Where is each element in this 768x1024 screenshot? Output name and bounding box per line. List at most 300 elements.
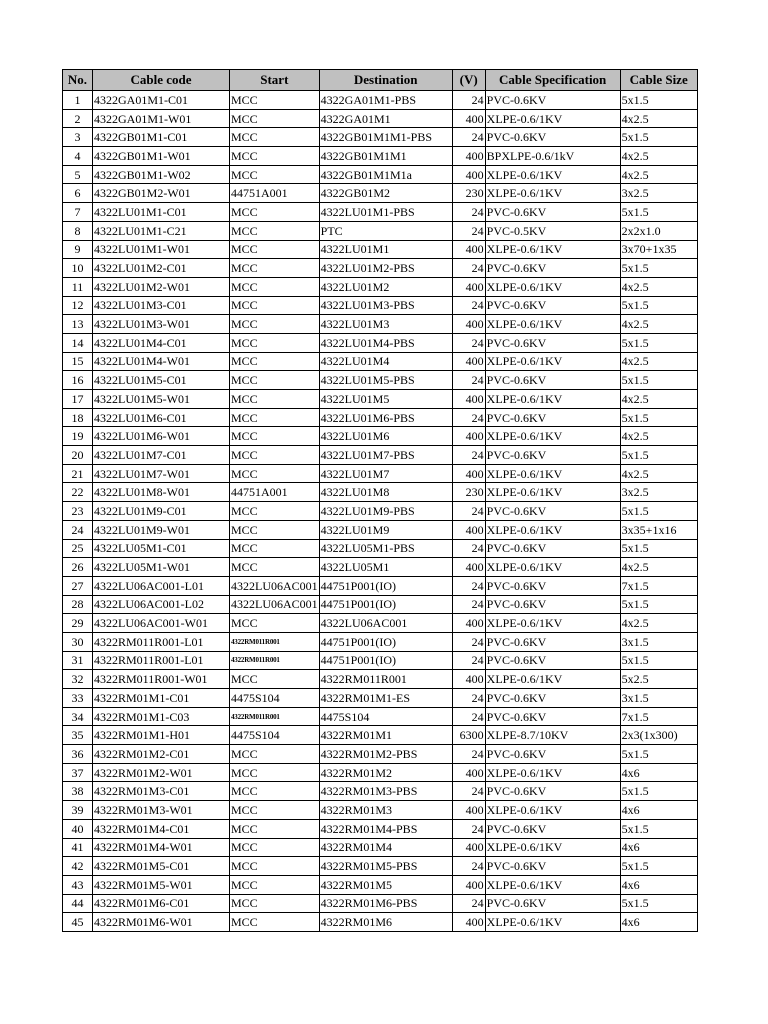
header-destination: Destination [319,70,452,91]
cell-no: 2 [63,109,93,128]
cell-voltage: 400 [452,913,485,932]
cell-cable-code: 4322LU01M4-W01 [93,352,230,371]
table-row [63,333,698,352]
cell-voltage: 400 [452,838,485,857]
cell-cable-code: 4322RM01M6-C01 [93,894,230,913]
cell-no: 10 [63,259,93,278]
cell-start: 4322RM011R001 [230,632,320,651]
cell-cable-size: 3x70+1x35 [620,240,697,259]
cell-cable-specification: PVC-0.6KV [485,91,620,110]
cell-cable-code: 4322RM01M1-C01 [93,689,230,708]
cell-no: 32 [63,670,93,689]
cell-cable-code: 4322RM01M3-C01 [93,782,230,801]
cell-start: MCC [230,109,320,128]
cell-voltage: 400 [452,558,485,577]
cell-no: 29 [63,614,93,633]
cell-cable-specification: XLPE-0.6/1KV [485,913,620,932]
cell-cable-size: 4x6 [620,838,697,857]
cell-voltage: 24 [452,296,485,315]
cell-cable-size: 7x1.5 [620,576,697,595]
cell-cable-specification: XLPE-0.6/1KV [485,670,620,689]
cell-destination: 44751P001(IO) [319,651,452,670]
cell-cable-specification: PVC-0.6KV [485,689,620,708]
table-row [63,165,698,184]
cell-start: MCC [230,352,320,371]
cell-destination: 4322LU01M1-PBS [319,203,452,222]
cell-start: MCC [230,427,320,446]
cell-cable-size: 7x1.5 [620,707,697,726]
cell-start: MCC [230,913,320,932]
cell-start: MCC [230,221,320,240]
cell-destination: 4322RM01M6 [319,913,452,932]
cell-start: MCC [230,128,320,147]
cell-cable-code: 4322RM011R001-W01 [93,670,230,689]
cell-destination: 44751P001(IO) [319,576,452,595]
cell-start: 4322LU06AC001 [230,595,320,614]
cell-no: 7 [63,203,93,222]
cell-start: MCC [230,670,320,689]
table-row [63,763,698,782]
cell-destination: 4322LU01M9-PBS [319,502,452,521]
cell-cable-size: 5x1.5 [620,371,697,390]
cell-start: MCC [230,745,320,764]
cell-destination: 4322RM01M5 [319,875,452,894]
cell-voltage: 24 [452,371,485,390]
cell-voltage: 24 [452,595,485,614]
cell-cable-specification: XLPE-0.6/1KV [485,352,620,371]
header-voltage: (V) [452,70,485,91]
cell-no: 37 [63,763,93,782]
table-row [63,240,698,259]
cell-start: MCC [230,782,320,801]
cell-destination: 4322LU05M1-PBS [319,539,452,558]
cell-start: MCC [230,203,320,222]
cell-cable-specification: PVC-0.6KV [485,203,620,222]
cell-start: MCC [230,819,320,838]
cell-no: 45 [63,913,93,932]
cell-voltage: 400 [452,614,485,633]
cell-start: MCC [230,558,320,577]
cell-destination: 4322GA01M1 [319,109,452,128]
cell-cable-specification: PVC-0.6KV [485,894,620,913]
cell-destination: 4322RM01M3-PBS [319,782,452,801]
cell-voltage: 24 [452,539,485,558]
cell-no: 5 [63,165,93,184]
cell-no: 39 [63,801,93,820]
table-row [63,464,698,483]
table-row [63,875,698,894]
cell-cable-size: 2x2x1.0 [620,221,697,240]
cell-cable-specification: PVC-0.6KV [485,651,620,670]
cell-voltage: 400 [452,109,485,128]
cell-start: 4322RM011R001 [230,651,320,670]
cell-no: 23 [63,502,93,521]
table-row [63,446,698,465]
cell-cable-code: 4322RM01M2-C01 [93,745,230,764]
cell-start: MCC [230,371,320,390]
cell-cable-specification: PVC-0.6KV [485,333,620,352]
cell-cable-specification: XLPE-8.7/10KV [485,726,620,745]
header-start: Start [230,70,320,91]
cell-start: MCC [230,520,320,539]
cell-voltage: 24 [452,128,485,147]
cell-cable-code: 4322LU01M1-C21 [93,221,230,240]
cell-voltage: 24 [452,857,485,876]
cell-voltage: 230 [452,483,485,502]
cell-cable-specification: BPXLPE-0.6/1kV [485,147,620,166]
cell-cable-specification: XLPE-0.6/1KV [485,390,620,409]
header-no: No. [63,70,93,91]
cell-voltage: 24 [452,745,485,764]
cell-cable-code: 4322LU01M5-W01 [93,390,230,409]
cell-cable-specification: PVC-0.6KV [485,371,620,390]
cell-cable-code: 4322GB01M1-W02 [93,165,230,184]
cell-cable-code: 4322RM011R001-L01 [93,632,230,651]
table-body [63,91,698,932]
cell-cable-specification: XLPE-0.6/1KV [485,240,620,259]
cell-start: MCC [230,390,320,409]
cell-voltage: 24 [452,502,485,521]
cell-no: 35 [63,726,93,745]
table-row [63,184,698,203]
table-row [63,390,698,409]
cell-start: MCC [230,277,320,296]
cell-no: 12 [63,296,93,315]
cell-cable-code: 4322LU01M6-C01 [93,408,230,427]
cell-cable-code: 4322LU01M7-W01 [93,464,230,483]
table-row [63,819,698,838]
cell-cable-specification: PVC-0.6KV [485,595,620,614]
cell-destination: 4322RM01M6-PBS [319,894,452,913]
cell-cable-specification: XLPE-0.6/1KV [485,614,620,633]
table-row [63,801,698,820]
cell-cable-code: 4322LU01M3-C01 [93,296,230,315]
cell-no: 33 [63,689,93,708]
cell-cable-specification: XLPE-0.6/1KV [485,464,620,483]
cell-destination: 4322LU01M1 [319,240,452,259]
cell-no: 30 [63,632,93,651]
cell-cable-size: 4x2.5 [620,352,697,371]
cell-start: 4322RM011R001 [230,707,320,726]
cell-destination: 4322LU05M1 [319,558,452,577]
table-row [63,707,698,726]
cell-destination: 4322LU01M6 [319,427,452,446]
cell-destination: 4322GB01M2 [319,184,452,203]
cell-no: 28 [63,595,93,614]
cell-start: MCC [230,875,320,894]
cell-destination: 4322LU01M3 [319,315,452,334]
table-row [63,576,698,595]
cell-no: 20 [63,446,93,465]
cell-destination: 4322RM01M4 [319,838,452,857]
table-row [63,614,698,633]
cell-cable-specification: PVC-0.6KV [485,259,620,278]
cell-cable-code: 4322RM01M2-W01 [93,763,230,782]
cell-voltage: 24 [452,91,485,110]
cable-schedule-table [62,69,698,932]
cell-voltage: 24 [452,689,485,708]
table-row [63,520,698,539]
table-row [63,726,698,745]
cell-start: MCC [230,614,320,633]
cell-voltage: 24 [452,894,485,913]
cell-cable-size: 4x2.5 [620,390,697,409]
cell-voltage: 400 [452,670,485,689]
cell-cable-code: 4322LU01M3-W01 [93,315,230,334]
cell-start: 4475S104 [230,726,320,745]
cell-cable-size: 5x1.5 [620,296,697,315]
cell-destination: 4322GB01M1M1 [319,147,452,166]
table-row [63,595,698,614]
cell-cable-specification: PVC-0.6KV [485,782,620,801]
cell-start: MCC [230,91,320,110]
cell-destination: 4322RM01M2 [319,763,452,782]
cell-cable-specification: XLPE-0.6/1KV [485,875,620,894]
table-row [63,296,698,315]
cell-cable-size: 5x1.5 [620,819,697,838]
table-row [63,483,698,502]
cell-cable-size: 3x35+1x16 [620,520,697,539]
cell-no: 14 [63,333,93,352]
cell-cable-code: 4322LU01M1-W01 [93,240,230,259]
cell-voltage: 24 [452,782,485,801]
cell-cable-size: 3x2.5 [620,184,697,203]
cell-start: MCC [230,333,320,352]
cell-start: MCC [230,539,320,558]
cell-cable-specification: PVC-0.5KV [485,221,620,240]
table-row [63,109,698,128]
cell-voltage: 400 [452,520,485,539]
cell-cable-size: 4x2.5 [620,427,697,446]
cell-no: 27 [63,576,93,595]
cell-cable-specification: XLPE-0.6/1KV [485,277,620,296]
cell-cable-code: 4322LU01M9-W01 [93,520,230,539]
cell-cable-code: 4322GB01M1-W01 [93,147,230,166]
cell-cable-code: 4322RM01M1-C03 [93,707,230,726]
cell-cable-size: 5x1.5 [620,446,697,465]
cell-cable-size: 5x1.5 [620,408,697,427]
table-row [63,632,698,651]
cell-destination: 4322RM01M1-ES [319,689,452,708]
cell-cable-size: 4x6 [620,875,697,894]
cell-cable-code: 4322LU01M2-C01 [93,259,230,278]
cell-cable-specification: XLPE-0.6/1KV [485,165,620,184]
cell-cable-specification: PVC-0.6KV [485,408,620,427]
cell-destination: 4322LU06AC001 [319,614,452,633]
cell-destination: 4322LU01M9 [319,520,452,539]
cell-no: 34 [63,707,93,726]
cell-no: 18 [63,408,93,427]
cell-cable-size: 3x1.5 [620,689,697,708]
cell-start: MCC [230,763,320,782]
cell-cable-code: 4322LU06AC001-L01 [93,576,230,595]
cell-destination: 4322GB01M1M1-PBS [319,128,452,147]
cell-cable-specification: PVC-0.6KV [485,128,620,147]
cell-voltage: 400 [452,875,485,894]
cell-no: 22 [63,483,93,502]
cell-cable-specification: PVC-0.6KV [485,446,620,465]
cell-cable-code: 4322LU01M1-C01 [93,203,230,222]
cell-no: 21 [63,464,93,483]
cell-cable-specification: XLPE-0.6/1KV [485,838,620,857]
cell-voltage: 24 [452,632,485,651]
cell-cable-specification: PVC-0.6KV [485,576,620,595]
table-row [63,670,698,689]
table-row [63,259,698,278]
cell-destination: 4322LU01M7 [319,464,452,483]
cell-no: 19 [63,427,93,446]
cell-cable-specification: PVC-0.6KV [485,296,620,315]
cell-cable-code: 4322LU05M1-C01 [93,539,230,558]
cell-cable-code: 4322RM011R001-L01 [93,651,230,670]
header-cable-specification: Cable Specification [485,70,620,91]
table-row [63,913,698,932]
cell-destination: 4322RM01M2-PBS [319,745,452,764]
cell-cable-size: 5x1.5 [620,333,697,352]
cell-cable-code: 4322RM01M1-H01 [93,726,230,745]
cell-no: 42 [63,857,93,876]
cell-cable-specification: PVC-0.6KV [485,502,620,521]
cell-destination: 4322RM01M3 [319,801,452,820]
cell-no: 9 [63,240,93,259]
cell-cable-code: 4322RM01M5-C01 [93,857,230,876]
header-row [63,70,698,91]
cell-cable-size: 5x1.5 [620,259,697,278]
cell-voltage: 400 [452,277,485,296]
cell-no: 26 [63,558,93,577]
cell-cable-size: 5x1.5 [620,651,697,670]
cell-voltage: 24 [452,707,485,726]
cell-no: 43 [63,875,93,894]
header-cable-size: Cable Size [620,70,697,91]
cell-cable-code: 4322LU01M7-C01 [93,446,230,465]
cell-voltage: 400 [452,427,485,446]
cell-start: MCC [230,446,320,465]
cell-cable-size: 5x1.5 [620,539,697,558]
cell-cable-size: 4x2.5 [620,147,697,166]
header-cable-code: Cable code [93,70,230,91]
cell-destination: 4322LU01M6-PBS [319,408,452,427]
cell-cable-code: 4322RM01M3-W01 [93,801,230,820]
cell-cable-size: 4x2.5 [620,464,697,483]
cell-no: 16 [63,371,93,390]
cell-cable-specification: PVC-0.6KV [485,539,620,558]
cell-cable-code: 4322RM01M4-C01 [93,819,230,838]
cell-voltage: 24 [452,203,485,222]
cell-start: MCC [230,857,320,876]
cell-no: 3 [63,128,93,147]
cell-cable-size: 4x2.5 [620,558,697,577]
cell-destination: 4322LU01M7-PBS [319,446,452,465]
cell-voltage: 400 [452,352,485,371]
cell-voltage: 400 [452,315,485,334]
cell-no: 41 [63,838,93,857]
cell-cable-code: 4322LU06AC001-W01 [93,614,230,633]
cell-destination: 4322RM01M4-PBS [319,819,452,838]
table-row [63,539,698,558]
cell-cable-size: 4x2.5 [620,165,697,184]
cell-voltage: 6300 [452,726,485,745]
cell-start: MCC [230,502,320,521]
cell-destination: 44751P001(IO) [319,632,452,651]
cell-voltage: 400 [452,464,485,483]
cell-cable-specification: XLPE-0.6/1KV [485,801,620,820]
cell-cable-size: 3x2.5 [620,483,697,502]
table-row [63,91,698,110]
cell-start: MCC [230,315,320,334]
table-row [63,147,698,166]
cell-voltage: 400 [452,147,485,166]
cell-cable-size: 5x1.5 [620,203,697,222]
cell-cable-specification: PVC-0.6KV [485,707,620,726]
cell-start: MCC [230,165,320,184]
table-row [63,558,698,577]
cell-start: 4475S104 [230,689,320,708]
table-row [63,782,698,801]
cell-destination: 4322GB01M1M1a [319,165,452,184]
cell-cable-code: 4322RM01M6-W01 [93,913,230,932]
cell-cable-size: 4x2.5 [620,277,697,296]
cell-cable-size: 5x1.5 [620,782,697,801]
cell-cable-code: 4322LU01M5-C01 [93,371,230,390]
cell-voltage: 400 [452,801,485,820]
cell-voltage: 24 [452,259,485,278]
table-row [63,838,698,857]
cell-cable-size: 5x2.5 [620,670,697,689]
cell-no: 4 [63,147,93,166]
table-row [63,203,698,222]
cell-cable-code: 4322GB01M1-C01 [93,128,230,147]
cell-cable-code: 4322LU01M8-W01 [93,483,230,502]
table-row [63,315,698,334]
cell-cable-specification: XLPE-0.6/1KV [485,184,620,203]
cell-destination: PTC [319,221,452,240]
table-row [63,277,698,296]
cell-voltage: 24 [452,221,485,240]
cell-cable-specification: XLPE-0.6/1KV [485,315,620,334]
cell-cable-code: 4322GA01M1-C01 [93,91,230,110]
cell-cable-size: 4x6 [620,763,697,782]
cell-cable-size: 5x1.5 [620,502,697,521]
cell-cable-specification: PVC-0.6KV [485,819,620,838]
table-row [63,128,698,147]
cell-cable-code: 4322GA01M1-W01 [93,109,230,128]
cell-destination: 44751P001(IO) [319,595,452,614]
cell-cable-code: 4322RM01M5-W01 [93,875,230,894]
cell-no: 11 [63,277,93,296]
cell-no: 44 [63,894,93,913]
table-row [63,221,698,240]
cell-cable-size: 2x3(1x300) [620,726,697,745]
cell-voltage: 24 [452,446,485,465]
cell-start: MCC [230,296,320,315]
cell-no: 8 [63,221,93,240]
cell-start: MCC [230,240,320,259]
cell-cable-code: 4322LU01M6-W01 [93,427,230,446]
cell-cable-specification: XLPE-0.6/1KV [485,520,620,539]
cell-voltage: 24 [452,819,485,838]
cell-start: MCC [230,147,320,166]
cell-destination: 4322LU01M3-PBS [319,296,452,315]
cell-cable-size: 5x1.5 [620,595,697,614]
table-row [63,502,698,521]
cell-cable-specification: XLPE-0.6/1KV [485,558,620,577]
cell-voltage: 24 [452,576,485,595]
cell-no: 6 [63,184,93,203]
cell-cable-code: 4322LU06AC001-L02 [93,595,230,614]
cell-start: MCC [230,464,320,483]
cell-destination: 4322LU01M8 [319,483,452,502]
